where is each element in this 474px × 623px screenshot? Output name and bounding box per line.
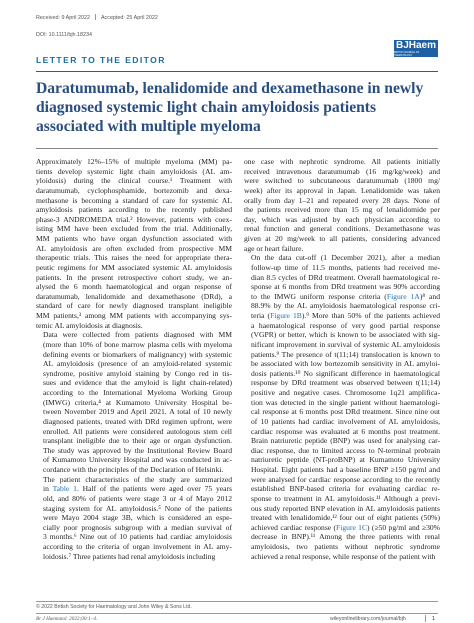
footer-rule-bottom [36, 613, 438, 614]
text-line: AL amyloidosis (presence of an amyloid-related systemic [43, 359, 232, 369]
article-dates [36, 14, 158, 21]
text-line: according to the International Myeloma Working Group [43, 388, 232, 397]
cross-reference-link[interactable]: Figure 1B [270, 311, 302, 320]
text-line: tients develop systemic light chain amyloidosis (AL am- [36, 166, 232, 176]
text-line: achieved a renal response, while response of the patient with [251, 551, 436, 561]
text-line: 3 months.⁶ Nine out of 10 patients had cardiac amyloidosis [43, 532, 232, 542]
text-line: dosis patients.¹⁰ No significant difference in haematological [251, 368, 440, 378]
text-line: (IMWG) criteria,⁴ at Kumamoto University Hospital be- [43, 397, 232, 407]
text-line: were switched to subcutaneous daratumumab (1800 mg/ [244, 176, 440, 186]
paragraph [36, 330, 232, 474]
text-line: The patient characteristics of the study are summarized [43, 474, 232, 484]
section-label: LETTER TO THE EDITOR [36, 55, 166, 65]
text-line: were Mayo 2004 stage 3B, which is considered an espe- [43, 513, 232, 523]
text-line: given at 20 mg/week to all patients, considering advanced [244, 234, 440, 243]
text-line: dian 8.5 cycles of DRd treatment. Overall haematological re- [251, 272, 440, 282]
title-rule [36, 148, 438, 149]
text-line: according to the criteria of organ involvement in AL amy- [43, 542, 232, 551]
journal-logo-subtitle: BRITISH JOURNAL OF HAEMATOLOGY [394, 51, 420, 57]
text-line: daratumumab, lenalidomide and dexamethasone (DRd), a [36, 291, 232, 301]
text-line: alysed the 6 month haematological and organ response of [36, 282, 232, 292]
doi[interactable]: DOI: 10.1111/bjh.18234 [36, 32, 93, 38]
text-line: cardiac response was evaluated at 6 months post treatment. [251, 426, 440, 436]
text-line: yloidosis) during the clinical course.¹ Treatment with [36, 176, 232, 186]
text-line: phase-3 ANDROMEDA trial.² However, patients with coex- [36, 214, 232, 224]
text-line: Approximately 12%–15% of multiple myeloma (MM) pa- [36, 157, 232, 166]
text-line: patients. In the present retrospective cohort study, we an- [36, 272, 232, 282]
text-line: Data were collected from patients diagnosed with MM [43, 330, 232, 340]
paragraph [244, 157, 440, 253]
text-line: day, which was adjusted by each physician according to [244, 214, 440, 224]
text-line: natriuretic peptide (NT-proBNP) at Kumamoto University [251, 455, 440, 465]
footer-rule [36, 601, 438, 602]
text-line: diagnosed patients, treated with DRd regimen upfront, were [43, 416, 232, 426]
text-line: defining events or biomarkers of malignancy) with systemic [43, 349, 232, 359]
text-line: AL amyloidosis are often excluded from prospective MM [36, 243, 232, 253]
text-line: MM patients,³ among MM patients with accompanying sys- [36, 311, 232, 320]
text-line: sponse to treatment in AL amyloidosis.¹¹ Although a previ- [251, 493, 440, 503]
text-line: standard of care for newly diagnosed transplant ineligible [36, 301, 232, 311]
text-line: tween November 2019 and April 2021. A total of 10 newly [43, 407, 232, 417]
paragraph [244, 253, 440, 561]
text-line: cially poor prognosis subgroup with a median survival of [43, 522, 232, 532]
journal-logo[interactable] [394, 40, 438, 57]
text-line: age or heart failure. [244, 243, 304, 253]
text-line: week) after its approval in Japan. Lenalidomide was taken [244, 185, 440, 195]
text-line: received intravenous daratumumab (16 mg/kg/week) and [244, 166, 440, 176]
text-line: renal function and general conditions. Dexamethasone was [244, 224, 440, 234]
date-separator [95, 14, 96, 20]
text-line: in Table 1. Half of the patients were aged over 75 years [43, 484, 232, 494]
text-line: peutic regimens for MM associated systemic AL amyloidosis [36, 262, 232, 272]
article-title: Daratumumab, lenalidomide and dexamethasone in newly diagnosed systemic light chain amyloidosis patients associated with multiple myeloma [36, 80, 424, 136]
text-line: be associated with low bortezomib sensitivity in AL amyloi- [251, 359, 440, 369]
text-line: achieved cardiac response (Figure 1C) (≥50 pg/ml and ≥30% [251, 522, 440, 532]
text-line: decrease in BNP).¹¹ Among the three patients with renal [251, 532, 440, 542]
text-line: treated with lenalidomide,¹² four out of eight patients (50%) [251, 513, 440, 523]
text-line: (VGPR) or better, which is known to be associated with sig- [251, 330, 440, 340]
paragraph [36, 475, 232, 562]
text-line: to the IMWG uniform response criteria (Figure 1A)⁸ and [251, 291, 440, 301]
text-line: amyloidosis, two patients without nephrotic syndrome [251, 542, 440, 551]
text-line: The study was approved by the Institutional Review Board [43, 445, 232, 455]
text-line: sues and evidence that the amyloid is light chain-related) [43, 378, 232, 388]
text-line: daratumumab, cyclophosphamide, bortezomib and dexa- [36, 185, 232, 195]
text-line: therapeutic trials. This raises the need for appropriate thera- [36, 253, 232, 263]
text-line: the patients received more than 15 mg of lenalidomide per [244, 205, 440, 215]
text-line: syndrome, positive amyloid staining by Congo red in tis- [43, 368, 232, 378]
text-line: established BNP-based criteria for evaluating cardiac re- [251, 484, 440, 494]
text-line: old, and 80% of patients were stage 3 or 4 of Mayo 2012 [43, 493, 232, 503]
cross-reference-link[interactable]: Figure 1A [386, 291, 420, 301]
text-line: loidosis.⁷ Three patients had renal amyloidosis including [43, 551, 216, 561]
text-line: amyloidosis patients according to the recently published [36, 205, 232, 215]
text-line: response by DRd treatment was observed between t(11;14) [251, 378, 440, 388]
right-column [244, 157, 440, 561]
text-line: sponse at 6 months from DRd treatment was 90% according [251, 282, 440, 292]
journal-citation: Br J Haematol. 2022;00:1–4. [36, 616, 98, 622]
text-line: ous study reported BNP elevation in AL amyloidosis patients [251, 503, 440, 513]
footer-separator [425, 615, 426, 622]
text-line: (more than 10% of bone marrow plasma cells with myeloma [43, 339, 232, 349]
text-line: Brain natriuretic peptide (BNP) was used for analysing car- [251, 436, 440, 446]
text-line: transplant ineligible due to their age or organ dysfunction. [43, 436, 232, 446]
journal-logo-text: BJHaem [395, 40, 437, 51]
copyright: © 2022 British Society for Haematology and John Wiley & Sons Ltd. [36, 604, 192, 610]
left-column [36, 157, 232, 561]
text-line: cal response at 6 months post DRd treatment. Since nine out [251, 407, 440, 417]
accepted-date: Accepted: 25 April 2022 [100, 15, 158, 21]
cross-reference-link[interactable]: Figure 1C [336, 522, 368, 532]
text-line: of Kumamoto University Hospital and was conducted in ac- [43, 455, 232, 465]
text-line: a haematological response of very good partial response [251, 320, 440, 330]
text-line: patients.⁹ The presence of t(11;14) translocation is known to [251, 349, 440, 359]
text-line: isting MM have been excluded from the trial. Additionally, [36, 224, 232, 234]
text-line: one case with nephrotic syndrome. All patients initially [244, 157, 440, 166]
text-line: teria (Figure 1B).⁹ More than 50% of the patients achieved [251, 311, 440, 320]
text-line: positive and negative cases. Chromosome 1q21 amplifica- [251, 388, 440, 397]
text-line: On the data cut-off (1 December 2021), after a median [251, 253, 440, 263]
text-line: temic AL amyloidosis at diagnosis. [36, 320, 143, 330]
text-line: MM patients who have organ dysfunction associated with [36, 234, 232, 243]
paragraph [36, 157, 232, 330]
text-line: staging system for AL amyloidosis.⁵ None of the patients [43, 503, 232, 513]
cross-reference-link[interactable]: Table 1 [52, 484, 77, 494]
text-line: diac response, due to limited access to N-terminal probrain [251, 445, 440, 455]
header-rule [36, 71, 438, 72]
page-number: 1 [432, 616, 436, 622]
text-line: 88.9% by the AL amyloidosis haematological response cri- [251, 301, 440, 311]
text-line: Hospital. Eight patients had a baseline BNP ≥150 pg/ml and [251, 465, 440, 474]
text-line: of 10 patients had cardiac involvement of AL amyloidosis, [251, 416, 440, 426]
text-line: methasone is becoming a standard of care for systemic AL [36, 195, 232, 205]
text-line: enrolled. All patients were considered autologous stem cell [43, 426, 232, 436]
text-line: nificant improvement in survival of systemic AL amyloidosis [251, 339, 440, 349]
journal-url[interactable]: wileyonlinelibrary.com/journal/bjh [330, 616, 406, 622]
text-line: cordance with the principles of the Declaration of Helsinki. [43, 465, 224, 474]
text-line: orally from day 1–21 and repeated every 28 days. None of [244, 195, 440, 205]
text-line: were analysed for cardiac response according to the recently [251, 474, 440, 484]
received-date: Received: 9 April 2022 [36, 15, 90, 21]
text-line: tion was detected in the single patient without haematologi- [251, 397, 440, 407]
text-line: follow-up time of 11.5 months, patients had received me- [251, 262, 440, 272]
